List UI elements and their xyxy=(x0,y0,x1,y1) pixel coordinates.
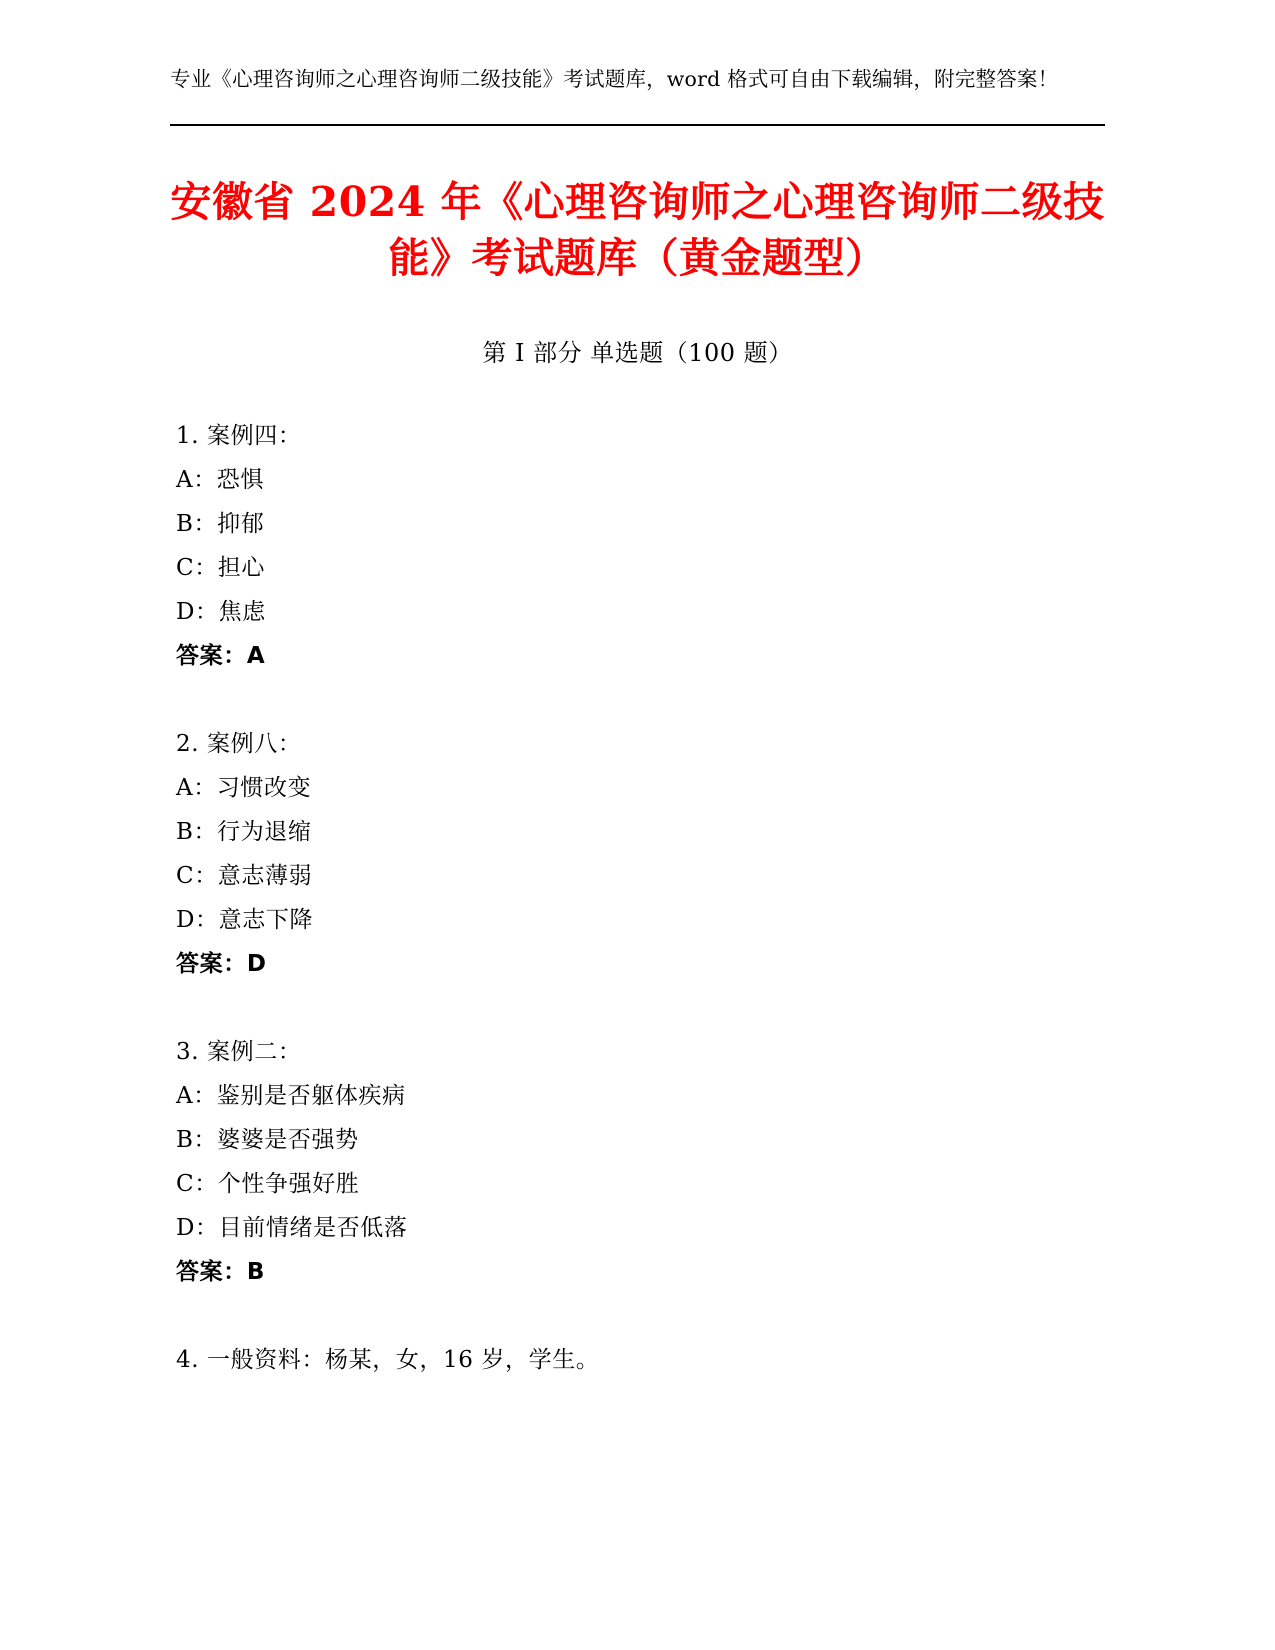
header-divider xyxy=(170,124,1105,126)
question-option: D：目前情绪是否低落 xyxy=(176,1215,408,1241)
question-block xyxy=(170,1338,1105,1382)
section-heading: 第 I 部分 单选题（100 题） xyxy=(482,339,793,367)
question-option: B：婆婆是否强势 xyxy=(176,1127,359,1153)
question-stem: 1. 案例四： xyxy=(176,423,302,449)
answer-label: 答案： xyxy=(176,950,247,977)
question-block xyxy=(170,722,1105,986)
question-option: D：意志下降 xyxy=(176,907,314,933)
answer-label: 答案： xyxy=(176,642,247,669)
question-option: C：担心 xyxy=(176,555,265,581)
question-option: D：焦虑 xyxy=(176,599,266,625)
question-stem: 4. 一般资料：杨某，女，16 岁，学生。 xyxy=(176,1347,600,1373)
question-option: B：行为退缩 xyxy=(176,819,312,845)
question-option: A：习惯改变 xyxy=(176,775,312,801)
header-note: 专业《心理咨询师之心理咨询师二级技能》考试题库，word 格式可自由下载编辑，附完整答案！ xyxy=(170,67,1059,91)
question-option: A：鉴别是否躯体疾病 xyxy=(176,1083,406,1109)
question-stem: 2. 案例八： xyxy=(176,731,302,757)
page-title: 安徽省 2024 年《心理咨询师之心理咨询师二级技能》考试题库（黄金题型） xyxy=(170,178,1105,282)
question-stem: 3. 案例二： xyxy=(176,1039,302,1065)
answer-value: B xyxy=(246,1259,265,1285)
question-option: C：个性争强好胜 xyxy=(176,1171,360,1197)
question-answer xyxy=(176,1250,1105,1294)
question-option: B：抑郁 xyxy=(176,511,265,537)
question-block xyxy=(170,1030,1105,1294)
question-answer xyxy=(176,634,1105,678)
question-block xyxy=(170,414,1105,678)
answer-value: A xyxy=(246,643,266,669)
question-option: A：恐惧 xyxy=(176,467,265,493)
answer-label: 答案： xyxy=(176,1258,247,1285)
question-option: C：意志薄弱 xyxy=(176,863,313,889)
question-answer xyxy=(176,942,1105,986)
answer-value: D xyxy=(246,951,267,977)
